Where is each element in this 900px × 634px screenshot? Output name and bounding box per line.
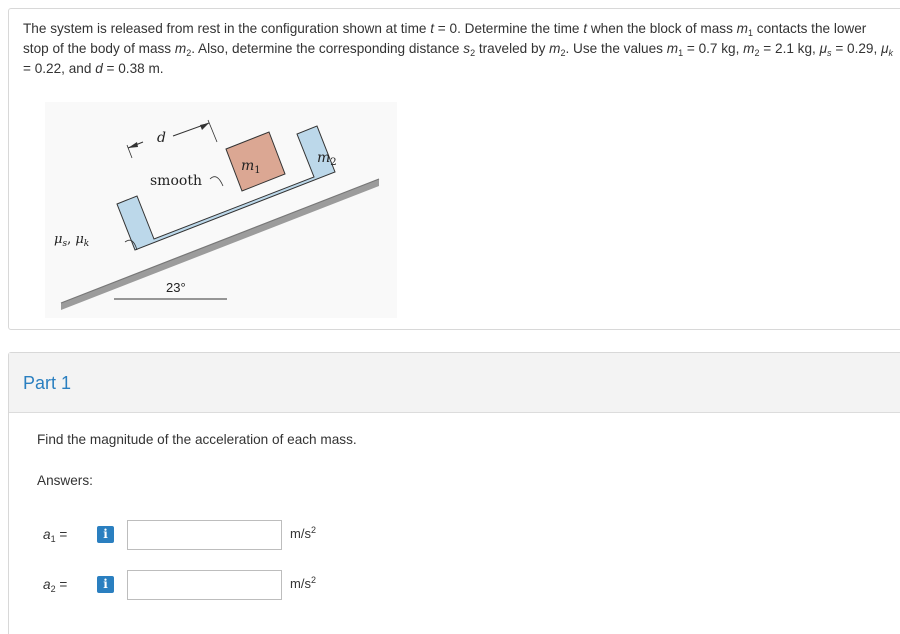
problem-value: = 0.38 m. <box>102 61 164 76</box>
answer-input-a1[interactable] <box>127 520 282 550</box>
problem-var: s <box>463 41 471 56</box>
answer-row-a1 <box>37 520 457 550</box>
figure-background <box>45 102 397 318</box>
problem-var: m <box>174 41 187 56</box>
part-title: Part 1 <box>23 373 72 393</box>
problem-card <box>8 8 900 330</box>
part-card <box>8 352 900 634</box>
incline-figure <box>45 102 397 318</box>
problem-var: m <box>736 21 748 36</box>
answer-label-a1 <box>43 527 67 542</box>
answer-row-a2 <box>37 570 457 600</box>
problem-value: = 0.22, and <box>23 61 96 76</box>
problem-var: μ <box>819 41 828 56</box>
problem-text-segment: = 0. Determine the time <box>434 21 584 36</box>
problem-text-segment: . Also, determine the corresponding distance <box>191 41 464 56</box>
problem-subscript: 2 <box>186 48 192 58</box>
smooth-label: smooth <box>150 173 202 189</box>
answer-var: a <box>43 577 51 592</box>
answer-equals: = <box>55 527 68 542</box>
problem-subscript: 2 <box>754 48 760 58</box>
problem-var: μ <box>881 41 889 56</box>
unit-label-a1: $m/s^2$ <box>290 525 316 541</box>
answer-equals: = <box>55 577 68 592</box>
problem-text-segment: The system is released from rest in the configuration shown at time <box>23 21 431 36</box>
problem-text-segment: contacts the lower stop of the body of mass <box>23 21 867 56</box>
answer-subscript: 1 <box>50 534 56 544</box>
m1-label: $m_1$ <box>241 158 261 176</box>
problem-text-segment: when the block of mass <box>587 21 737 36</box>
m2-label: $m_2$ <box>317 150 337 168</box>
problem-text-segment: . Use the values <box>565 41 667 56</box>
problem-subscript: 1 <box>678 48 684 58</box>
problem-var: t <box>583 21 588 36</box>
problem-subscript: 1 <box>747 28 753 38</box>
unit-label-a2: $m/s^2$ <box>290 575 316 591</box>
answer-label-a2 <box>43 577 67 592</box>
problem-text-segment: traveled by <box>475 41 550 56</box>
answers-label: Answers: <box>37 473 93 488</box>
answer-subscript: 2 <box>50 584 56 594</box>
problem-value: = 0.29, <box>831 41 882 56</box>
problem-subscript: 2 <box>560 48 566 58</box>
problem-subscript: 2 <box>470 48 476 58</box>
part-header <box>9 353 900 413</box>
problem-var: m <box>743 41 755 56</box>
problem-var: t <box>430 21 435 36</box>
problem-statement <box>23 19 895 79</box>
answer-input-a2[interactable] <box>127 570 282 600</box>
mu-label: $\mu_s$, $\mu_k$ <box>54 232 90 249</box>
problem-subscript: s <box>827 48 832 58</box>
problem-subscript: k <box>888 48 894 58</box>
info-icon[interactable]: i <box>97 526 114 543</box>
problem-var: m <box>549 41 561 56</box>
problem-var: d <box>95 61 103 76</box>
problem-value: = 0.7 kg, <box>683 41 744 56</box>
answer-var: a <box>43 527 51 542</box>
d-label: d <box>157 130 166 146</box>
problem-value: = 2.1 kg, <box>759 41 820 56</box>
problem-var: m <box>666 41 679 56</box>
question-text: Find the magnitude of the acceleration of each mass. <box>37 432 357 447</box>
info-icon[interactable]: i <box>97 576 114 593</box>
angle-label: 23° <box>166 280 186 295</box>
